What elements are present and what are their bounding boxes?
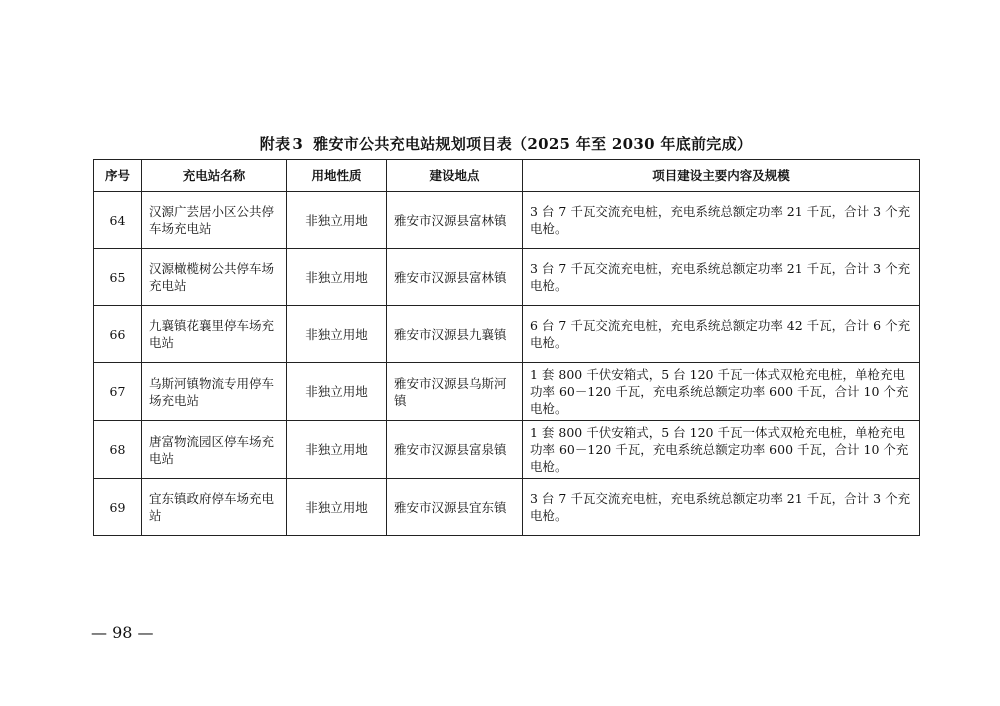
table-header-row — [94, 160, 920, 192]
table-row — [94, 479, 920, 536]
header-serial: 序号 — [94, 160, 142, 192]
cell-serial: 67 — [94, 363, 142, 421]
cell-land-type: 非独立用地 — [287, 363, 387, 421]
title-text: 雅安市公共充电站规划项目表（2025 年至 2030 年底前完成） — [313, 135, 753, 153]
cell-station-name: 乌斯河镇物流专用停车场充电站 — [142, 363, 287, 421]
cell-content: 6 台 7 千瓦交流充电桩，充电系统总额定功率 42 千瓦，合计 6 个充电枪。 — [523, 306, 920, 363]
header-location: 建设地点 — [387, 160, 523, 192]
cell-location: 雅安市汉源县富林镇 — [387, 192, 523, 249]
table-row — [94, 249, 920, 306]
cell-station-name: 宜东镇政府停车场充电站 — [142, 479, 287, 536]
table-row — [94, 421, 920, 479]
table-row — [94, 306, 920, 363]
cell-location: 雅安市汉源县乌斯河镇 — [387, 363, 523, 421]
cell-land-type: 非独立用地 — [287, 249, 387, 306]
cell-content: 3 台 7 千瓦交流充电桩，充电系统总额定功率 21 千瓦，合计 3 个充电枪。 — [523, 249, 920, 306]
cell-serial: 64 — [94, 192, 142, 249]
table-title — [93, 133, 919, 154]
cell-land-type: 非独立用地 — [287, 306, 387, 363]
header-content: 项目建设主要内容及规模 — [523, 160, 920, 192]
page-number: — 98 — — [91, 623, 154, 642]
cell-land-type: 非独立用地 — [287, 192, 387, 249]
cell-land-type: 非独立用地 — [287, 421, 387, 479]
header-land-type: 用地性质 — [287, 160, 387, 192]
cell-location: 雅安市汉源县富泉镇 — [387, 421, 523, 479]
cell-serial: 65 — [94, 249, 142, 306]
cell-serial: 66 — [94, 306, 142, 363]
charging-station-plan-table — [93, 159, 920, 536]
cell-location: 雅安市汉源县富林镇 — [387, 249, 523, 306]
title-number: 3 — [292, 135, 304, 153]
table-row — [94, 192, 920, 249]
cell-content: 3 台 7 千瓦交流充电桩，充电系统总额定功率 21 千瓦，合计 3 个充电枪。 — [523, 479, 920, 536]
cell-content: 3 台 7 千瓦交流充电桩，充电系统总额定功率 21 千瓦，合计 3 个充电枪。 — [523, 192, 920, 249]
cell-serial: 69 — [94, 479, 142, 536]
table-row — [94, 363, 920, 421]
cell-location: 雅安市汉源县宜东镇 — [387, 479, 523, 536]
cell-station-name: 唐富物流园区停车场充电站 — [142, 421, 287, 479]
cell-station-name: 九襄镇花襄里停车场充电站 — [142, 306, 287, 363]
title-prefix: 附表 — [259, 135, 291, 153]
cell-serial: 68 — [94, 421, 142, 479]
cell-content: 1 套 800 千伏安箱式，5 台 120 千瓦一体式双枪充电桩，单枪充电功率 60－120 千瓦，充电系统总额定功率 600 千瓦，合计 10 个充电枪。 — [523, 421, 920, 479]
cell-station-name: 汉源橄榄树公共停车场充电站 — [142, 249, 287, 306]
cell-station-name: 汉源广芸居小区公共停车场充电站 — [142, 192, 287, 249]
cell-land-type: 非独立用地 — [287, 479, 387, 536]
cell-location: 雅安市汉源县九襄镇 — [387, 306, 523, 363]
cell-content: 1 套 800 千伏安箱式，5 台 120 千瓦一体式双枪充电桩，单枪充电功率 60－120 千瓦，充电系统总额定功率 600 千瓦，合计 10 个充电枪。 — [523, 363, 920, 421]
header-station-name: 充电站名称 — [142, 160, 287, 192]
